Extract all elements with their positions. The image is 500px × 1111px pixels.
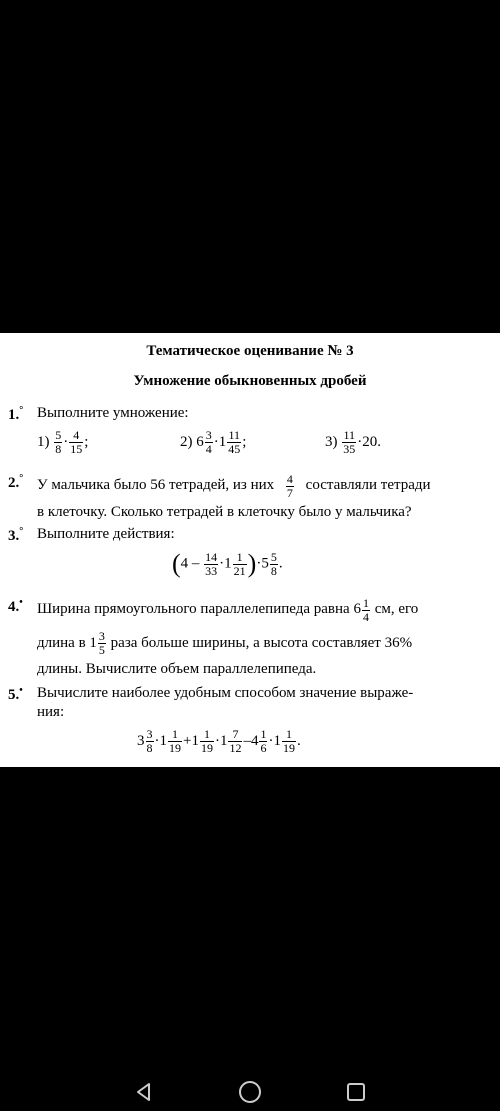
navigation-bar bbox=[0, 1072, 500, 1111]
home-button[interactable] bbox=[230, 1072, 270, 1111]
task-2-number: 2.° bbox=[8, 473, 24, 491]
task-4-line-2: длина в 1 $\frac{3}{5}$ раза больше ширины, а высота составляет 36% bbox=[37, 629, 413, 657]
recents-button[interactable] bbox=[336, 1072, 376, 1111]
page-subtitle: Умножение обыкновенных дробей bbox=[133, 373, 367, 389]
task-1-text: Выполните умножение: bbox=[37, 405, 189, 421]
page-title: Тематическое оценивание № 3 bbox=[146, 343, 354, 359]
task-4-line-1: Ширина прямоугольного параллелепипеда равна 6 $\frac{1}{4}$ см, его bbox=[37, 596, 419, 624]
home-circle-icon bbox=[237, 1079, 263, 1105]
task-1-example-1: 1) $\frac{5}{8}$ · $\frac{4}{15}$ ; bbox=[37, 428, 89, 456]
task-1-number: 1.° bbox=[8, 405, 24, 423]
recents-square-icon bbox=[345, 1081, 367, 1103]
task-1-example-2: 2) 6 $\frac{3}{4}$ ·1 $\frac{11}{45}$ ; bbox=[180, 428, 247, 456]
back-button[interactable] bbox=[124, 1072, 164, 1111]
task-4-number: 4.• bbox=[8, 597, 23, 615]
task-1-example-3: 3) $\frac{11}{35}$ ·20. bbox=[325, 428, 381, 456]
task-5-expression: 3 $\frac{3}{8}$ ·1 $\frac{1}{19}$ +1 $\frac{1}{19}$ ·1 $\frac{7}{12}$ –4 $\frac{1}{6}$ ·1 $\frac{1}{19}$ . bbox=[137, 727, 301, 755]
task-4-line-3: длины. Вычислите объем параллелепипеда. bbox=[37, 661, 317, 677]
task-3-expression: (4 – $\frac{14}{33}$ ·1 $\frac{1}{21}$ )·5 $\frac{5}{8}$ . bbox=[172, 549, 283, 578]
task-2-line-2: в клеточку. Сколько тетрадей в клеточку было у мальчика? bbox=[37, 504, 412, 520]
worksheet bbox=[0, 333, 500, 767]
task-2-line-1: У мальчика было 56 тетрадей, из них $\frac{4}{7}$ составляли тетради bbox=[37, 472, 431, 500]
task-3-text: Выполните действия: bbox=[37, 526, 175, 542]
task-5-line-1: Вычислите наиболее удобным способом значение выраже- bbox=[37, 685, 414, 701]
task-5-line-2: ния: bbox=[37, 704, 65, 720]
task-3-number: 3.° bbox=[8, 526, 24, 544]
back-triangle-icon bbox=[133, 1081, 155, 1103]
task-5-number: 5.• bbox=[8, 685, 23, 703]
